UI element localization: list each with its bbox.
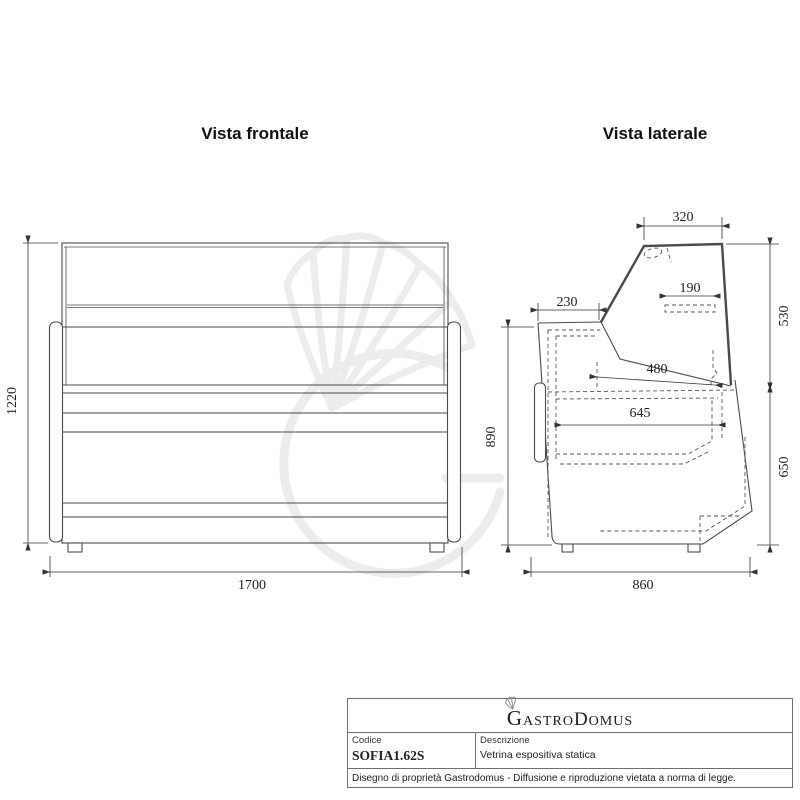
- title-block-logo-row: [348, 699, 792, 733]
- side-rear-inner-hidden: [600, 392, 745, 531]
- brand-letter-d: D: [573, 709, 589, 730]
- dim-label-1220: 1220: [5, 387, 20, 415]
- watermark-logo: [284, 236, 500, 574]
- dim-label-230: 230: [556, 295, 578, 310]
- side-front-foot: [562, 544, 573, 552]
- brand-letter-g: G: [506, 706, 524, 730]
- dimension-labels: [5, 210, 792, 593]
- description-cell: [476, 733, 792, 768]
- side-view-hidden-lines: [548, 246, 745, 543]
- dim-label-650: 650: [777, 456, 792, 478]
- legal-note: Disegno di proprietà Gastrodomus - Diffusione e riproduzione vietata a norma di legge.: [352, 772, 736, 784]
- dim-label-320: 320: [672, 210, 694, 225]
- dim-label-860: 860: [632, 578, 654, 593]
- front-view: [50, 243, 461, 552]
- front-upper-bands: [62, 385, 448, 432]
- brand-omus: OMUS: [588, 714, 634, 729]
- dim-label-530: 530: [777, 305, 792, 327]
- dim-label-890: 890: [484, 426, 499, 448]
- title-block: [347, 698, 793, 788]
- side-deck-top-hidden: [548, 390, 737, 399]
- front-right-bumper: [448, 322, 461, 542]
- side-shelf-hidden: [665, 305, 715, 312]
- ext-860: [531, 557, 750, 577]
- side-body-outline: [538, 323, 752, 544]
- dim-label-190: 190: [679, 281, 701, 296]
- side-body-top-edge: [538, 322, 601, 323]
- watermark-g-icon: [284, 353, 500, 573]
- dim-label-1700: 1700: [238, 578, 266, 593]
- front-lower-bands: [62, 503, 448, 517]
- chef-hat-icon: [503, 696, 521, 713]
- side-front-bumper: [535, 383, 546, 462]
- dim-label-645: 645: [629, 406, 651, 421]
- side-lamp-hidden: [643, 246, 663, 259]
- dim-label-480: 480: [646, 362, 668, 377]
- front-left-bumper: [50, 322, 63, 542]
- side-foot-recess-hidden: [700, 516, 741, 543]
- brand-logo: [507, 708, 633, 729]
- front-right-foot: [430, 543, 444, 552]
- front-left-foot: [68, 543, 82, 552]
- brand-astro: ASTRO: [523, 714, 574, 729]
- code-value: SOFIA1.62S: [352, 748, 425, 763]
- code-label: Codice: [352, 735, 382, 746]
- dimensions: [23, 217, 779, 577]
- title-block-fields-row: [348, 733, 792, 769]
- description-value: Vetrina espositiva statica: [480, 749, 596, 761]
- code-cell: [348, 733, 476, 768]
- side-rear-foot: [688, 544, 700, 552]
- front-shelf-line: [67, 305, 443, 308]
- description-label: Descrizione: [480, 735, 530, 746]
- side-lamp-tick: [667, 248, 671, 262]
- side-inner-contour: [548, 330, 600, 537]
- side-view: [535, 244, 753, 552]
- front-view-title: Vista frontale: [201, 124, 309, 143]
- side-view-title: Vista laterale: [602, 124, 708, 143]
